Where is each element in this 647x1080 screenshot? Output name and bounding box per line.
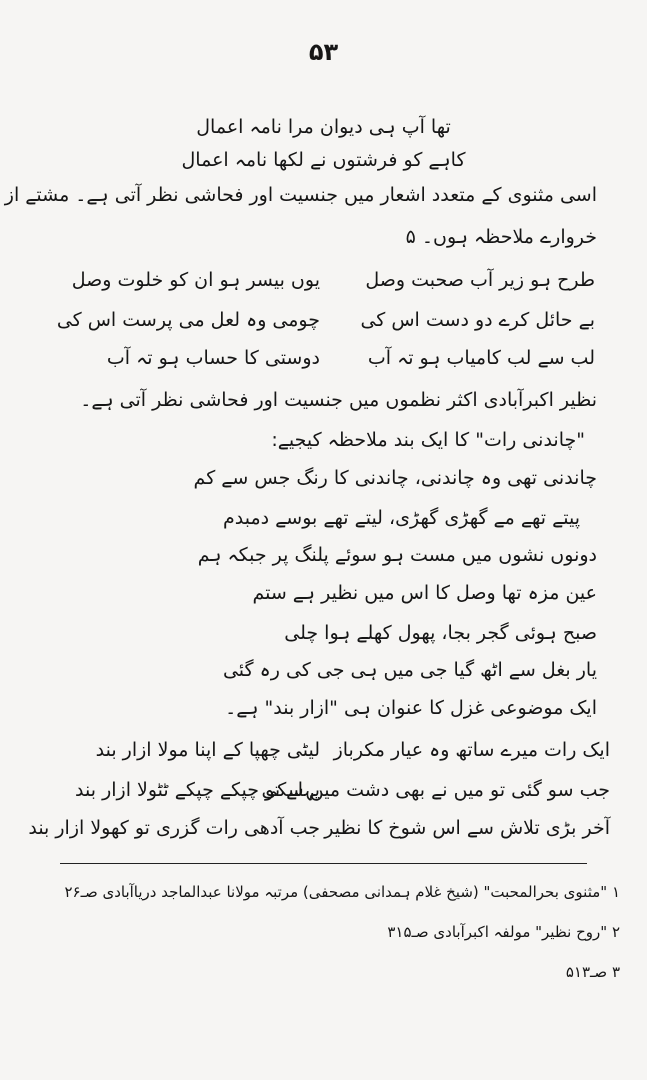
couplet-misra: بے حائل کرے دو دست اس کی: [360, 309, 595, 331]
stanza-line: دونوں نشوں میں مست ہو سوئے پلنگ پر جبکہ ہم: [197, 544, 597, 566]
footnote-divider: [60, 863, 587, 864]
footnote: [75, 957, 620, 987]
couplet-misra: چومی وہ لعل می پرست اس کی: [56, 309, 320, 331]
couplet-misra: آخر بڑی تلاش سے اس شوخ کا نظیر: [324, 817, 610, 839]
couplet-misra: طرح ہو زیر آب صحبت وصل: [365, 269, 595, 291]
footnote: [64, 877, 620, 907]
verse-line: تھا آپ ہی دیوان مرا نامہ اعمال: [196, 116, 451, 138]
paragraph-line: اسی مثنوی کے متعدد اشعار میں جنسیت اور فحاشی نظر آتی ہے۔ مشتے از: [4, 184, 597, 206]
stanza-line: پیتے تھے مے گھڑی گھڑی، لیتے تھے بوسے دمبدم: [223, 507, 580, 529]
couplet-misra: یوں بیسر ہو ان کو خلوت وصل: [71, 269, 320, 291]
page-number: ۵۳: [308, 38, 339, 66]
couplet-misra: دوستی کا حساب ہو تہ آب: [106, 347, 320, 369]
stanza-line: چاندنی تھی وہ چاندنی، چاندنی کا رنگ جس سے کم: [193, 467, 597, 489]
paragraph-line: خروارے ملاحظہ ہوں۔ ۵: [405, 226, 597, 248]
verse-line: کاہے کو فرشتوں نے لکھا نامہ اعمال: [181, 149, 466, 171]
couplet-misra: لب سے لب کامیاب ہو تہ آب: [367, 347, 595, 369]
footnote-text: "روح نظیر" مولفہ اکبرآبادی صـ۳۱۵: [387, 923, 608, 941]
ghazal-intro: ایک موضوعی غزل کا عنوان ہی "ازار بند" ہے۔: [225, 697, 597, 719]
footnote-text: صـ۵۱۳: [565, 963, 608, 981]
footnote-marker: ۲: [611, 923, 620, 941]
stanza-line: یار بغل سے اٹھ گیا جی میں ہی جی کی رہ گئی: [222, 659, 597, 681]
footnote-text: "مثنوی بحرالمحبت" (شیخ غلام ہمدانی مصحفی) مرتبہ مولانا عبدالماجد دریاآبادی صـ۲۶: [64, 883, 608, 901]
couplet-misra: جب آدھی رات گزری تو کھولا ازار بند: [28, 817, 320, 839]
quote-intro: "چاندنی رات" کا ایک بند ملاحظہ کیجیے:: [271, 429, 585, 451]
footnote: [75, 917, 620, 947]
stanza-line: عین مزہ تھا وصل کا اس میں نظیر ہے ستم: [252, 582, 597, 604]
couplet-misra: ایک رات میرے ساتھ وہ عیار مکرباز: [333, 739, 610, 761]
stanza-line: صبح ہوئی گجر بجا، پھول کھلے ہوا چلی: [284, 622, 597, 644]
footnote-marker: ۳: [611, 963, 620, 981]
couplet-misra: لیٹی چھپا کے اپنا مولا ازار بند: [95, 739, 320, 761]
footnote-marker: ۱: [611, 883, 620, 901]
couplet-misra: جب سو گئی تو میں نے بھی دشت میں سکی: [261, 779, 610, 801]
paragraph-line: نظیر اکبرآبادی اکثر نظموں میں جنسیت اور فحاشی نظر آتی ہے۔: [80, 389, 597, 411]
couplet-misra: پہلے تو چپکے چپکے ٹٹولا ازار بند: [75, 779, 320, 801]
